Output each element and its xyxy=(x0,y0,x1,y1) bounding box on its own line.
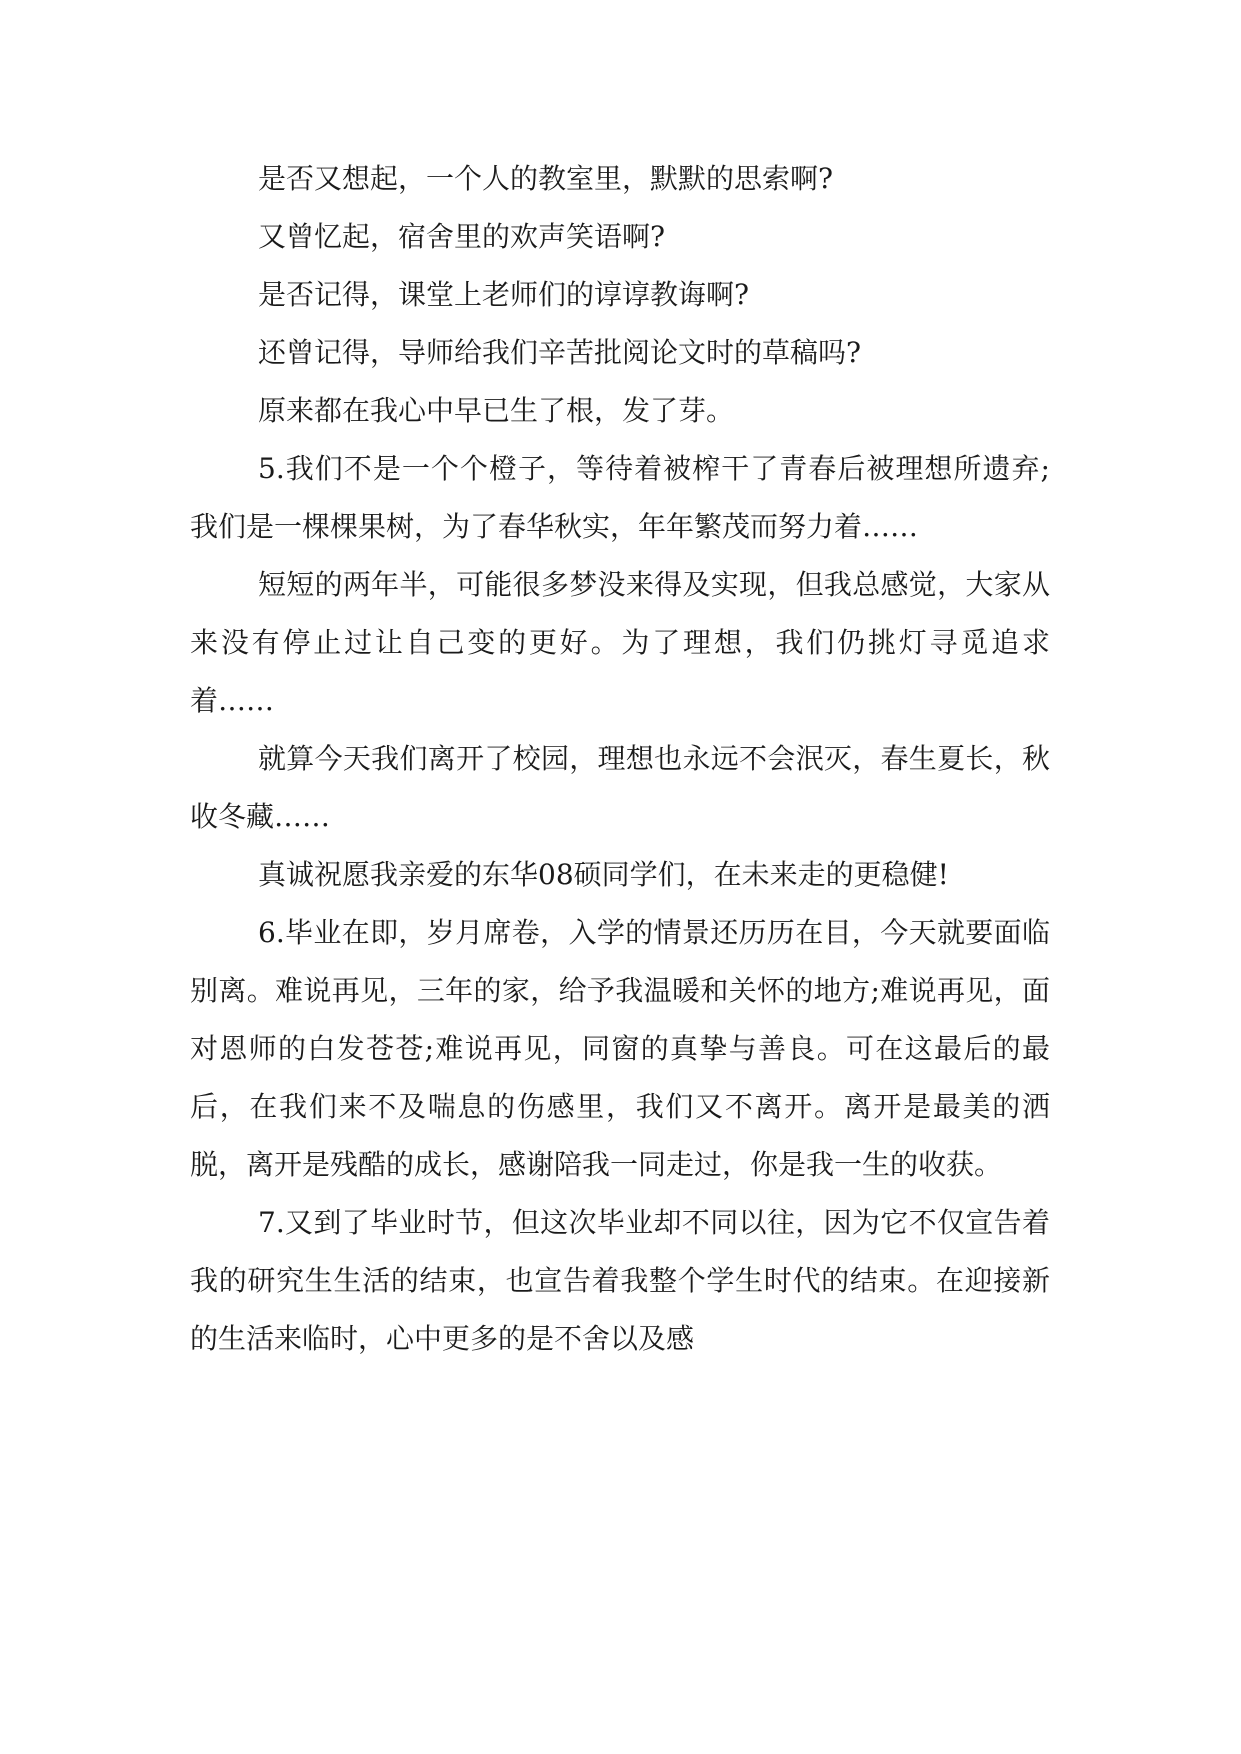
paragraph: 就算今天我们离开了校园，理想也永远不会泯灭，春生夏长，秋收冬藏…… xyxy=(190,742,1050,833)
paragraph: 6.毕业在即，岁月席卷，入学的情景还历历在目，今天就要面临别离。难说再见，三年的家，给予我温暖和关怀的地方;难说再见，面对恩师的白发苍苍;难说再见，同窗的真挚与善良。可在这最后的最后，在我们来不及喘息的伤感里，我们又不离开。离开是最美的洒脱，离开是残酷的成长，感谢陪我一同走过，你是我一生的收获。 xyxy=(190,916,1050,1181)
paragraph: 是否又想起，一个人的教室里，默默的思索啊? xyxy=(258,162,834,195)
paragraph: 真诚祝愿我亲爱的东华08硕同学们，在未来走的更稳健! xyxy=(258,858,949,891)
document-body xyxy=(190,150,1050,1368)
paragraph: 原来都在我心中早已生了根，发了芽。 xyxy=(258,394,735,427)
paragraph: 还曾记得，导师给我们辛苦批阅论文时的草稿吗? xyxy=(258,336,862,369)
paragraph: 短短的两年半，可能很多梦没来得及实现，但我总感觉，大家从来没有停止过让自己变的更好。为了理想，我们仍挑灯寻觅追求着…… xyxy=(190,568,1050,717)
paragraph: 是否记得，课堂上老师们的谆谆教诲啊? xyxy=(258,278,750,311)
paragraph: 7.又到了毕业时节，但这次毕业却不同以往，因为它不仅宣告着我的研究生生活的结束，也宣告着我整个学生时代的结束。在迎接新的生活来临时，心中更多的是不舍以及感 xyxy=(190,1206,1050,1355)
paragraph: 5.我们不是一个个橙子，等待着被榨干了青春后被理想所遗弃;我们是一棵棵果树，为了春华秋实，年年繁茂而努力着…… xyxy=(190,452,1050,543)
paragraph: 又曾忆起，宿舍里的欢声笑语啊? xyxy=(258,220,666,253)
